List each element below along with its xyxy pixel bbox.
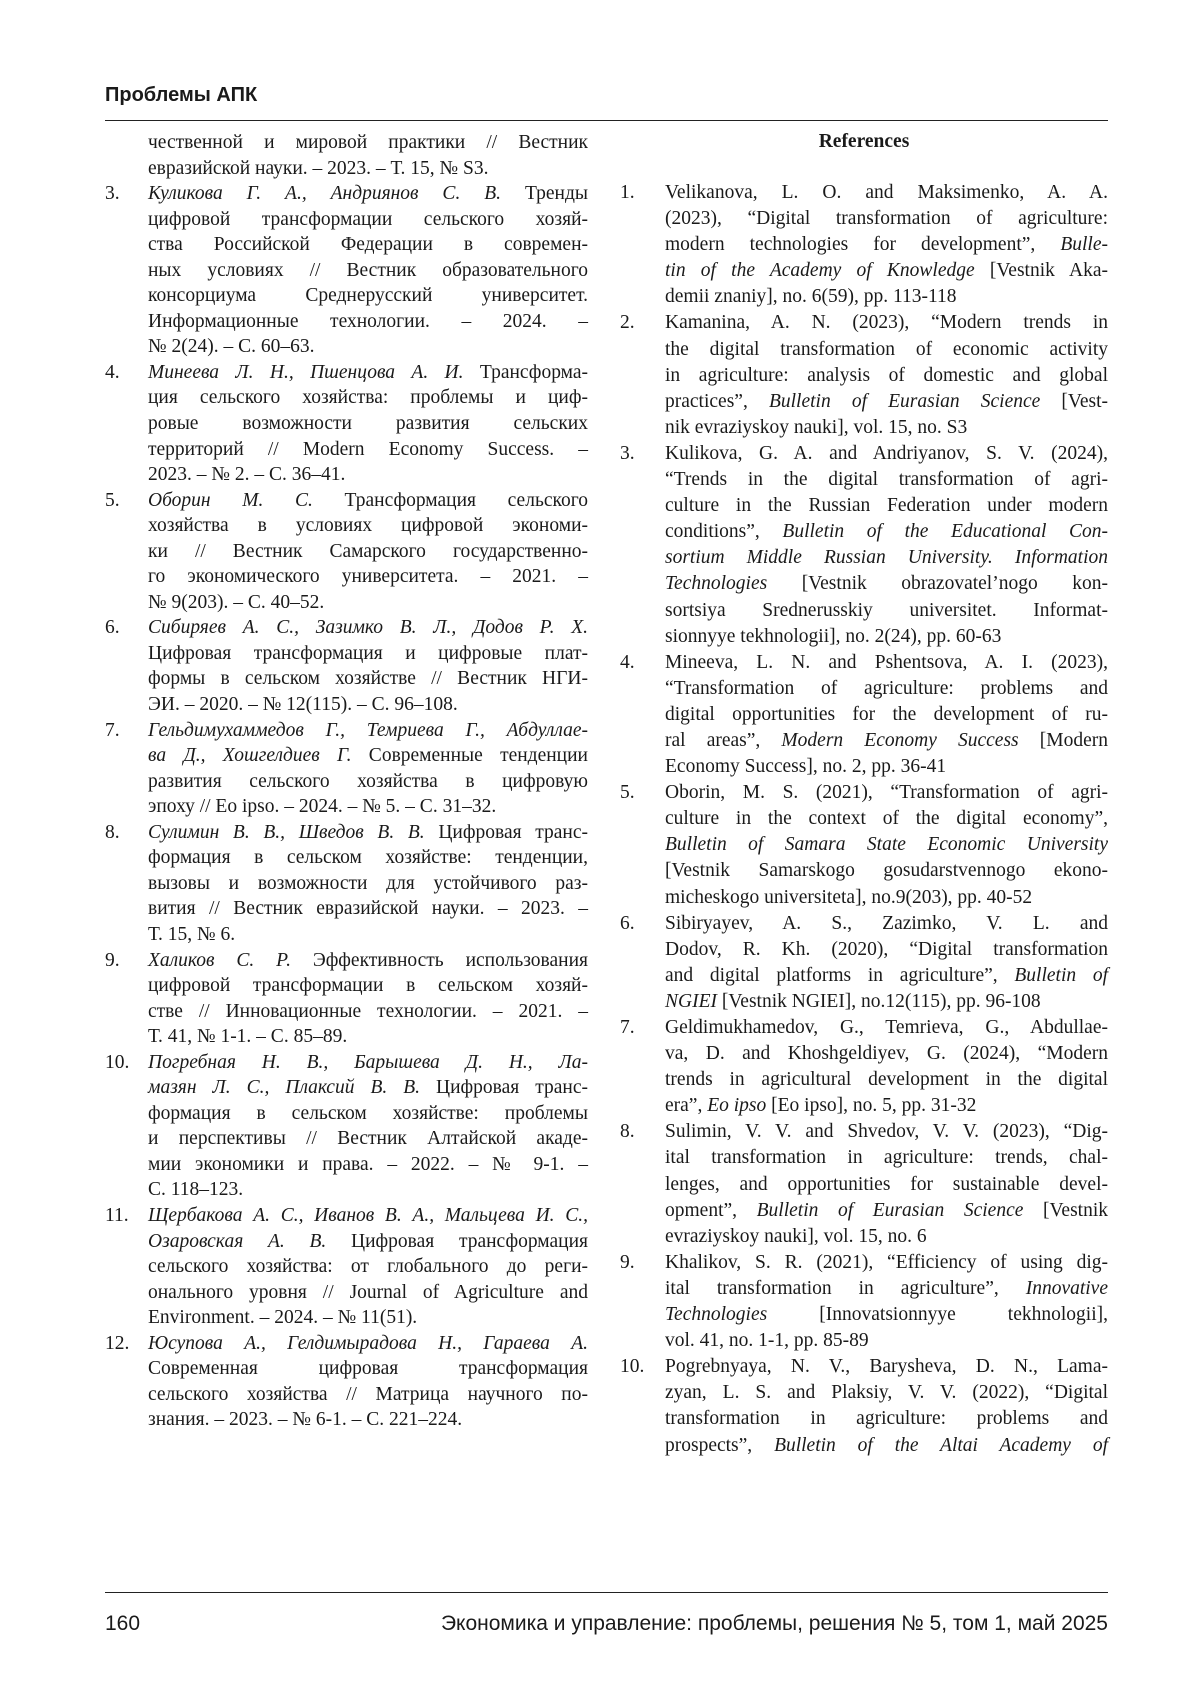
reference-number: 9. — [105, 948, 120, 974]
reference-number: 10. — [105, 1050, 129, 1076]
right-column-references-en — [620, 180, 1108, 1459]
reference-text: Цифровая трансформация — [326, 1231, 588, 1252]
reference-line: [Vestnik Samarskogo gosudarstvennogo ekono- — [665, 858, 1108, 884]
reference-italic-text: Куликова Г. А., Андриянов С. В. — [148, 183, 501, 204]
reference-number: 8. — [105, 820, 120, 846]
reference-text: practices”, — [665, 391, 769, 412]
header-divider — [105, 120, 1108, 121]
reference-italic-text: Сулимин В. В., Шведов В. В. — [148, 822, 425, 843]
reference-line — [148, 181, 588, 207]
reference-line — [148, 360, 588, 386]
reference-line: го экономического университета. – 2021. – — [148, 564, 588, 590]
reference-line: ровые возможности развития сельских — [148, 411, 588, 437]
reference-line — [148, 1075, 588, 1101]
reference-line: № 2(24). – С. 60–63. — [148, 334, 588, 360]
reference-text: opment”, — [665, 1200, 757, 1221]
reference-line: чественной и мировой практики // Вестник — [148, 130, 588, 156]
reference-item — [620, 441, 1108, 650]
reference-line: Информационные технологии. – 2024. – — [148, 309, 588, 335]
reference-number: 11. — [105, 1203, 129, 1229]
reference-text: prospects”, — [665, 1435, 774, 1456]
reference-line: Environment. – 2024. – № 11(51). — [148, 1305, 588, 1331]
reference-text: [Modern — [1019, 730, 1108, 751]
reference-line: сельского хозяйства: от глобального до реги- — [148, 1254, 588, 1280]
running-header: Проблемы АПК — [105, 84, 257, 107]
reference-item — [620, 310, 1108, 440]
reference-item — [105, 718, 588, 820]
reference-text: [Vestnik obrazovatel’nogo kon- — [767, 573, 1108, 594]
reference-number: 6. — [620, 911, 635, 937]
reference-text: Тренды — [501, 183, 588, 204]
reference-text: and digital platforms in agriculture”, — [665, 965, 1014, 986]
reference-number: 9. — [620, 1250, 635, 1276]
reference-item — [620, 1250, 1108, 1354]
reference-line: цифровой трансформации сельского хозяй- — [148, 207, 588, 233]
reference-line: цифровой трансформации в сельском хозяй- — [148, 973, 588, 999]
reference-line: lenges, and opportunities for sustainable devel- — [665, 1172, 1108, 1198]
reference-line: ства Российской Федерации в современ- — [148, 232, 588, 258]
reference-line: the digital transformation of economic activity — [665, 337, 1108, 363]
reference-line: Geldimukhamedov, G., Temrieva, G., Abdullae- — [665, 1015, 1108, 1041]
reference-line: transformation in agriculture: problems and — [665, 1406, 1108, 1432]
reference-italic-text: Bulletin of the Educational Con- — [782, 521, 1108, 542]
reference-italic-text: Bulletin of Eurasian Science — [769, 391, 1040, 412]
reference-number: 3. — [620, 441, 635, 467]
reference-item — [620, 1015, 1108, 1119]
reference-line: Т. 15, № 6. — [148, 922, 588, 948]
reference-item — [105, 1203, 588, 1331]
reference-text: conditions”, — [665, 521, 782, 542]
reference-item — [620, 1354, 1108, 1458]
reference-line — [148, 615, 588, 641]
reference-item — [105, 1050, 588, 1203]
reference-line: Sulimin, V. V. and Shvedov, V. V. (2023), “Dig- — [665, 1119, 1108, 1145]
reference-italic-text: Bulletin of Eurasian Science — [757, 1200, 1024, 1221]
reference-line: № 9(203). – С. 40–52. — [148, 590, 588, 616]
reference-line: “Trends in the digital transformation of agri- — [665, 467, 1108, 493]
reference-line: Velikanova, L. O. and Maksimenko, A. A. — [665, 180, 1108, 206]
reference-line: вития // Вестник евразийской науки. – 2023. – — [148, 896, 588, 922]
reference-line: va, D. and Khoshgeldiyev, G. (2024), “Modern — [665, 1041, 1108, 1067]
reference-line: ных условиях // Вестник образовательного — [148, 258, 588, 284]
reference-line: евразийской науки. – 2023. – Т. 15, № S3. — [148, 156, 588, 182]
reference-line — [148, 1229, 588, 1255]
reference-italic-text: Халиков С. Р. — [148, 950, 291, 971]
reference-line: формация в сельском хозяйстве: тенденции, — [148, 845, 588, 871]
page-number: 160 — [105, 1612, 140, 1636]
reference-line — [665, 545, 1108, 571]
reference-line: culture in the Russian Federation under modern — [665, 493, 1108, 519]
reference-line — [665, 1198, 1108, 1224]
reference-line: Sibiryayev, A. S., Zazimko, V. L. and — [665, 911, 1108, 937]
reference-italic-text: Technologies — [665, 573, 767, 594]
reference-line: развития сельского хозяйства в цифровую — [148, 769, 588, 795]
reference-italic-text: мазян Л. С., Плаксий В. В. — [148, 1077, 420, 1098]
reference-item — [105, 130, 588, 181]
reference-item — [620, 1119, 1108, 1249]
reference-line: micheskogo universiteta], no.9(203), pp. 40-52 — [665, 885, 1108, 911]
reference-line — [148, 488, 588, 514]
reference-item — [620, 780, 1108, 910]
reference-italic-text: Щербакова А. С., Иванов В. А., Мальцева И. С., — [148, 1205, 588, 1226]
reference-line: Kamanina, A. N. (2023), “Modern trends in — [665, 310, 1108, 336]
reference-item — [105, 948, 588, 1050]
reference-text: Трансформа- — [464, 362, 588, 383]
reference-line — [148, 1050, 588, 1076]
reference-line — [665, 963, 1108, 989]
reference-italic-text: Bulle- — [1060, 234, 1108, 255]
reference-number: 7. — [105, 718, 120, 744]
reference-line — [148, 718, 588, 744]
reference-italic-text: Оборин М. С. — [148, 490, 313, 511]
reference-line — [665, 832, 1108, 858]
reference-line: Т. 41, № 1-1. – С. 85–89. — [148, 1024, 588, 1050]
reference-line — [148, 1331, 588, 1357]
reference-line — [665, 728, 1108, 754]
reference-line: Kulikova, G. A. and Andriyanov, S. V. (2024), — [665, 441, 1108, 467]
reference-item — [105, 181, 588, 360]
reference-italic-text: tin of the Academy of Knowledge — [665, 260, 975, 281]
reference-line — [665, 571, 1108, 597]
reference-line: demii znaniy], no. 6(59), pp. 113-118 — [665, 284, 1108, 310]
reference-text: Современные тенденции — [352, 745, 588, 766]
reference-italic-text: Минеева Л. Н., Пшенцова А. И. — [148, 362, 464, 383]
reference-item — [620, 911, 1108, 1015]
reference-text: [Vest- — [1040, 391, 1108, 412]
reference-line: vol. 41, no. 1-1, pp. 85-89 — [665, 1328, 1108, 1354]
reference-line: culture in the context of the digital economy”, — [665, 806, 1108, 832]
reference-item — [105, 820, 588, 948]
reference-line — [148, 820, 588, 846]
reference-line — [665, 1433, 1108, 1459]
reference-italic-text: Гельдимухаммедов Г., Темриева Г., Абдуллае- — [148, 720, 588, 741]
reference-line: Khalikov, S. R. (2021), “Efficiency of using dig- — [665, 1250, 1108, 1276]
reference-line: формы в сельском хозяйстве // Вестник НГИ- — [148, 666, 588, 692]
reference-text: Трансформация сельского — [313, 490, 588, 511]
reference-number: 5. — [105, 488, 120, 514]
journal-footer: Экономика и управление: проблемы, решения № 5, том 1, май 2025 — [441, 1612, 1108, 1636]
reference-italic-text: Bulletin of the Altai Academy of — [774, 1435, 1108, 1456]
reference-line: nik evraziyskoy nauki], vol. 15, no. S3 — [665, 415, 1108, 441]
reference-line: ция сельского хозяйства: проблемы и циф- — [148, 385, 588, 411]
reference-text: modern technologies for development”, — [665, 234, 1060, 255]
reference-line: ital transformation in agriculture: trends, chal- — [665, 1145, 1108, 1171]
reference-italic-text: Bulletin of — [1014, 965, 1108, 986]
reference-italic-text: Technologies — [665, 1304, 767, 1325]
reference-text: ital transformation in agriculture”, — [665, 1278, 1026, 1299]
reference-italic-text: Eo ipso — [707, 1095, 766, 1116]
reference-line — [665, 1093, 1108, 1119]
reference-line: и перспективы // Вестник Алтайской акаде- — [148, 1126, 588, 1152]
reference-number: 10. — [620, 1354, 644, 1380]
reference-line: онального уровня // Journal of Agriculture and — [148, 1280, 588, 1306]
reference-line: хозяйства в условиях цифровой экономи- — [148, 513, 588, 539]
reference-number: 4. — [105, 360, 120, 386]
reference-item — [620, 180, 1108, 310]
reference-item — [105, 360, 588, 488]
reference-number: 1. — [620, 180, 635, 206]
reference-line: ки // Вестник Самарского государственно- — [148, 539, 588, 565]
references-heading: References — [620, 129, 1108, 155]
reference-line: формация в сельском хозяйстве: проблемы — [148, 1101, 588, 1127]
reference-text: Цифровая транс- — [425, 822, 588, 843]
reference-italic-text: Озаровская А. В. — [148, 1231, 326, 1252]
reference-text: ral areas”, — [665, 730, 781, 751]
left-column-references-ru — [105, 130, 588, 1433]
reference-line: консорциума Среднерусский университет. — [148, 283, 588, 309]
reference-line: zyan, L. S. and Plaksiy, V. V. (2022), “Digital — [665, 1380, 1108, 1406]
reference-italic-text: NGIEI — [665, 991, 717, 1012]
reference-number: 3. — [105, 181, 120, 207]
reference-line: “Transformation of agriculture: problems and — [665, 676, 1108, 702]
reference-line: Mineeva, L. N. and Pshentsova, A. I. (2023), — [665, 650, 1108, 676]
reference-line: территорий // Modern Economy Success. – — [148, 437, 588, 463]
reference-line: ЭИ. – 2020. – № 12(115). – С. 96–108. — [148, 692, 588, 718]
reference-text: [Eo ipso], no. 5, pp. 31-32 — [766, 1095, 976, 1116]
reference-line — [148, 743, 588, 769]
reference-italic-text: Погребная Н. В., Барышева Д. Н., Ла- — [148, 1052, 588, 1073]
reference-number: 8. — [620, 1119, 635, 1145]
reference-text: [Vestnik NGIEI], no.12(115), pp. 96-108 — [717, 991, 1041, 1012]
reference-line: Современная цифровая трансформация — [148, 1356, 588, 1382]
reference-text: era”, — [665, 1095, 707, 1116]
reference-item — [620, 650, 1108, 780]
reference-line: 2023. – № 2. – С. 36–41. — [148, 462, 588, 488]
reference-italic-text: Modern Economy Success — [781, 730, 1018, 751]
reference-text: [Innovatsionnyye tekhnologii], — [767, 1304, 1108, 1325]
reference-number: 12. — [105, 1331, 129, 1357]
reference-line: стве // Инновационные технологии. – 2021. – — [148, 999, 588, 1025]
reference-number: 4. — [620, 650, 635, 676]
reference-line: (2023), “Digital transformation of agriculture: — [665, 206, 1108, 232]
reference-italic-text: Bulletin of Samara State Economic University — [665, 834, 1108, 855]
reference-line: Pogrebnyaya, N. V., Barysheva, D. N., Lama- — [665, 1354, 1108, 1380]
reference-line: Цифровая трансформация и цифровые плат- — [148, 641, 588, 667]
reference-text: [Vestnik — [1023, 1200, 1108, 1221]
reference-line — [665, 1302, 1108, 1328]
reference-line: С. 118–123. — [148, 1177, 588, 1203]
reference-line: evraziyskoy nauki], vol. 15, no. 6 — [665, 1224, 1108, 1250]
reference-line: сельского хозяйства // Матрица научного по- — [148, 1382, 588, 1408]
reference-line: Oborin, M. S. (2021), “Transformation of agri- — [665, 780, 1108, 806]
reference-number: 7. — [620, 1015, 635, 1041]
reference-line — [665, 519, 1108, 545]
reference-line — [665, 258, 1108, 284]
reference-item — [105, 488, 588, 616]
reference-line — [148, 948, 588, 974]
reference-line — [665, 389, 1108, 415]
reference-italic-text: ва Д., Хошгелдиев Г. — [148, 745, 352, 766]
reference-item — [105, 1331, 588, 1433]
reference-italic-text: Сибиряев А. С., Зазимко В. Л., Додов Р. Х. — [148, 617, 588, 638]
reference-line — [665, 1276, 1108, 1302]
reference-line — [665, 989, 1108, 1015]
reference-line: вызовы и возможности для устойчивого раз- — [148, 871, 588, 897]
reference-line: digital opportunities for the development of ru- — [665, 702, 1108, 728]
reference-line: знания. – 2023. – № 6-1. – С. 221–224. — [148, 1407, 588, 1433]
reference-number: 5. — [620, 780, 635, 806]
reference-text: Цифровая транс- — [420, 1077, 588, 1098]
reference-line: in agriculture: analysis of domestic and global — [665, 363, 1108, 389]
reference-line: trends in agricultural development in the digital — [665, 1067, 1108, 1093]
reference-line — [665, 232, 1108, 258]
reference-italic-text: Innovative — [1026, 1278, 1108, 1299]
reference-line: sionnyye tekhnologii], no. 2(24), pp. 60-63 — [665, 624, 1108, 650]
footer-divider — [105, 1592, 1108, 1593]
reference-line: sortsiya Srednerusskiy universitet. Informat- — [665, 598, 1108, 624]
reference-italic-text: sortium Middle Russian University. Information — [665, 547, 1108, 568]
reference-text: Эффективность использования — [291, 950, 588, 971]
reference-line: мии экономики и права. – 2022. – № 9-1. – — [148, 1152, 588, 1178]
reference-line — [148, 1203, 588, 1229]
reference-line: эпоху // Eo ipso. – 2024. – № 5. – С. 31–32. — [148, 794, 588, 820]
reference-line: Economy Success], no. 2, pp. 36-41 — [665, 754, 1108, 780]
reference-line: Dodov, R. Kh. (2020), “Digital transformation — [665, 937, 1108, 963]
reference-item — [105, 615, 588, 717]
reference-text: [Vestnik Aka- — [975, 260, 1108, 281]
reference-number: 2. — [620, 310, 635, 336]
reference-italic-text: Юсупова А., Гелдимырадова Н., Гараева А. — [148, 1333, 588, 1354]
reference-number: 6. — [105, 615, 120, 641]
